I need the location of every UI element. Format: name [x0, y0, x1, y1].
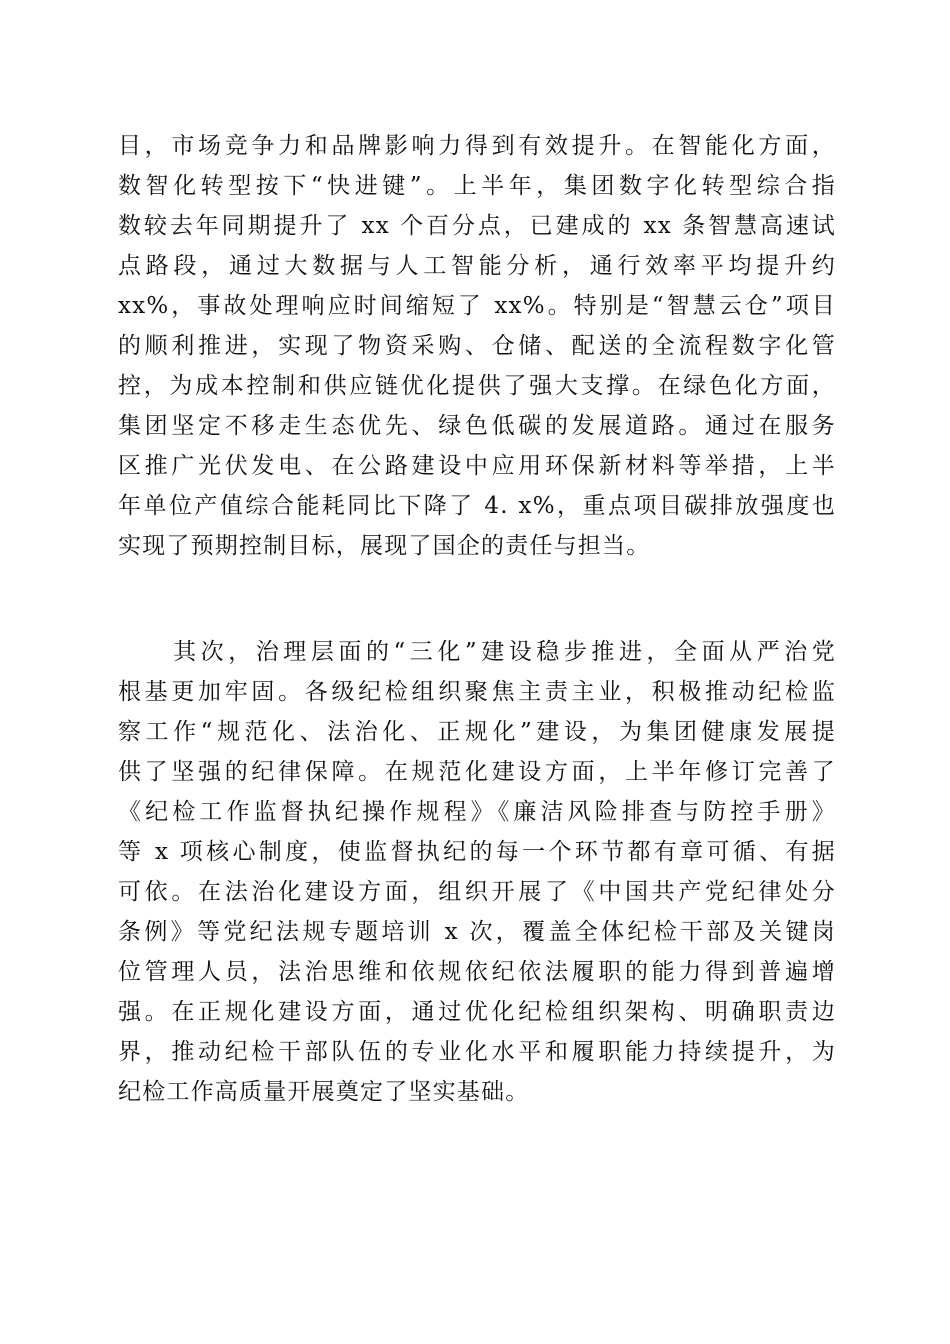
paragraph-line: 供了坚强的纪律保障。在规范化建设方面，上半年修订完善了 — [118, 759, 836, 785]
paragraph-line: 位管理人员，法治思维和依规依纪依法履职的能力得到普遍增 — [118, 959, 836, 985]
paragraph-line: 纪检工作高质量开展奠定了坚实基础。 — [118, 1079, 530, 1105]
paragraph-line: 其次，治理层面的“三化”建设稳步推进，全面从严治党 — [118, 639, 836, 665]
paragraph-line: 《纪检工作监督执纪操作规程》《廉洁风险排查与防控手册》 — [118, 799, 836, 825]
paragraph-2 — [118, 632, 836, 1112]
paragraph-line: 点路段，通过大数据与人工智能分析，通行效率平均提升约 — [118, 253, 836, 279]
paragraph-line: 可依。在法治化建设方面，组织开展了《中国共产党纪律处分 — [118, 879, 836, 905]
paragraph-line: 等 x 项核心制度，使监督执纪的每一个环节都有章可循、有据 — [118, 839, 836, 865]
paragraph-line: 强。在正规化建设方面，通过优化纪检组织架构、明确职责边 — [118, 999, 836, 1025]
paragraph-line: 条例》等党纪法规专题培训 x 次，覆盖全体纪检干部及关键岗 — [118, 919, 836, 945]
paragraph-line: 实现了预期控制目标，展现了国企的责任与担当。 — [118, 533, 651, 559]
paragraph-line: 根基更加牢固。各级纪检组织聚焦主责主业，积极推动纪检监 — [118, 679, 836, 705]
paragraph-line: 控，为成本控制和供应链优化提供了强大支撑。在绿色化方面， — [118, 373, 836, 399]
paragraph-line: 察工作“规范化、法治化、正规化”建设，为集团健康发展提 — [118, 719, 836, 745]
paragraph-line: 区推广光伏发电、在公路建设中应用环保新材料等举措，上半 — [118, 453, 836, 479]
paragraph-line: 的顺利推进，实现了物资采购、仓储、配送的全流程数字化管 — [118, 333, 836, 359]
paragraph-1 — [118, 126, 836, 566]
paragraph-line: 目，市场竞争力和品牌影响力得到有效提升。在智能化方面， — [118, 133, 836, 159]
paragraph-line: 界，推动纪检干部队伍的专业化水平和履职能力持续提升，为 — [118, 1039, 836, 1065]
paragraph-line: 年单位产值综合能耗同比下降了 4. x%，重点项目碳排放强度也 — [118, 493, 836, 519]
paragraph-line: xx%，事故处理响应时间缩短了 xx%。特别是“智慧云仓”项目 — [118, 293, 836, 319]
paragraph-line: 集团坚定不移走生态优先、绿色低碳的发展道路。通过在服务 — [118, 413, 836, 439]
paragraph-line: 数较去年同期提升了 xx 个百分点，已建成的 xx 条智慧高速试 — [118, 213, 836, 239]
paragraph-line: 数智化转型按下“快进键”。上半年，集团数字化转型综合指 — [118, 173, 836, 199]
